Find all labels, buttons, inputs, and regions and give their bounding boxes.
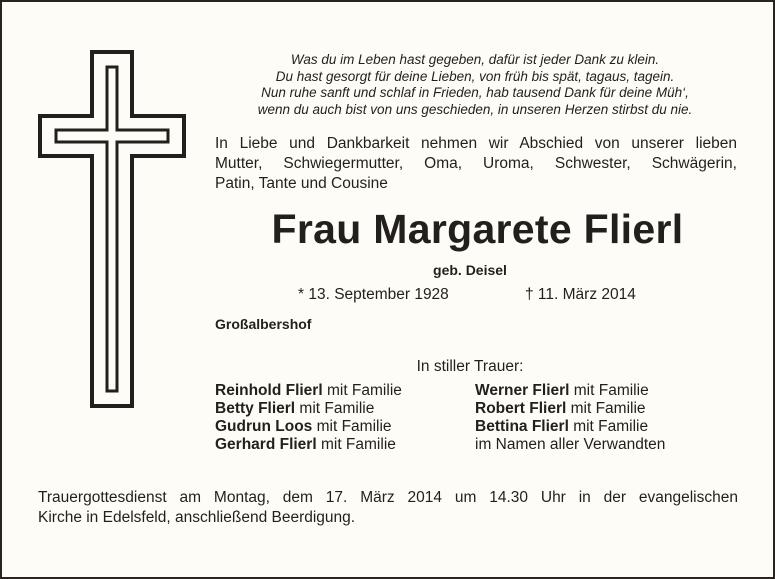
intro-text	[215, 134, 737, 194]
service-line: Kirche in Edelsfeld, anschließend Beerdigung.	[38, 509, 356, 526]
mourner-suffix: im Namen aller Verwandten	[475, 436, 666, 453]
hometown: Großalbershof	[215, 316, 312, 332]
mourner-entry	[475, 436, 665, 454]
mourner-entry	[215, 400, 402, 418]
poem-line: Nun ruhe sanft und schlaf in Frieden, hab tausend Dank für deine Müh‘,	[261, 85, 689, 100]
mourning-heading: In stiller Trauer:	[416, 358, 524, 375]
mourner-name: Robert Flierl	[475, 400, 567, 417]
mourner-entry	[475, 382, 665, 400]
mourner-name: Gudrun Loos	[215, 418, 313, 435]
poem-line: wenn du auch bist von uns geschieden, in unseren Herzen stirbst du nie.	[257, 101, 693, 117]
funeral-service-text	[38, 488, 738, 528]
mourner-suffix: mit Familie	[568, 418, 649, 435]
service-line: Trauergottesdienst am Montag, dem 17. März 2014 um 14.30 Uhr in der evangelischen	[38, 489, 738, 506]
mourner-name: Betty Flierl	[215, 400, 296, 417]
mourner-name: Werner Flierl	[475, 382, 570, 399]
mourner-suffix: mit Familie	[322, 382, 402, 399]
intro-line: Mutter, Schwiegermutter, Oma, Uroma, Schwester, Schwägerin,	[215, 155, 737, 172]
mourner-name: Reinhold Flierl	[215, 382, 323, 399]
poem-line: Du hast gesorgt für deine Lieben, von früh bis spät, tagaus, tagein.	[275, 68, 675, 84]
mourner-entry	[215, 418, 402, 436]
mourner-entry	[475, 400, 665, 418]
mourner-name: Bettina Flierl	[475, 418, 569, 435]
poem	[205, 52, 745, 118]
birth-date: * 13. September 1928	[298, 286, 449, 303]
deceased-name: Frau Margarete Flierl	[271, 206, 684, 252]
mourner-entry	[475, 418, 665, 436]
mourner-suffix: mit Familie	[312, 418, 392, 435]
mourner-entry	[215, 436, 402, 454]
intro-line: In Liebe und Dankbarkeit nehmen wir Abschied von unserer lieben	[215, 135, 737, 152]
mourner-suffix: mit Familie	[569, 382, 649, 399]
mourner-suffix: mit Familie	[295, 400, 375, 417]
mourner-name: Gerhard Flierl	[215, 436, 317, 453]
latin-cross-icon	[36, 50, 188, 410]
mourners-left	[215, 382, 402, 454]
poem-line: Was du im Leben hast gegeben, dafür ist jeder Dank zu klein.	[290, 52, 660, 67]
mourners-right	[475, 382, 665, 454]
mourner-suffix: mit Familie	[316, 436, 396, 453]
death-date: † 11. März 2014	[525, 286, 636, 303]
intro-line: Patin, Tante und Cousine	[215, 175, 388, 192]
mourner-entry	[215, 382, 402, 400]
maiden-name: geb. Deisel	[433, 262, 507, 278]
mourner-suffix: mit Familie	[566, 400, 646, 417]
